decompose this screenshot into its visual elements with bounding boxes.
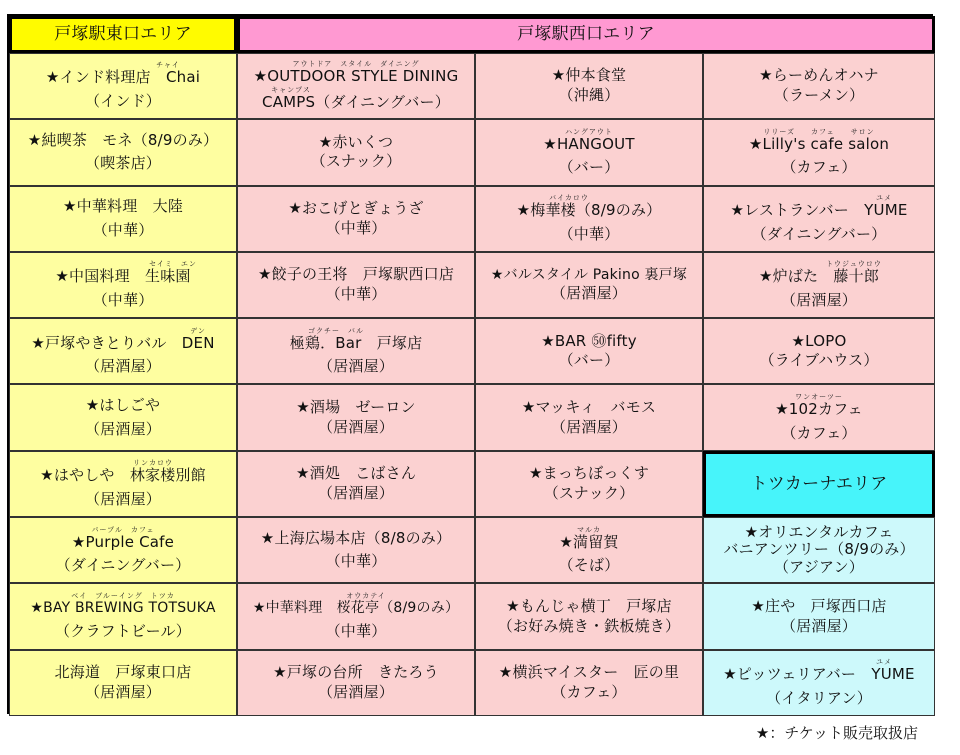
shop-genre: （スナック） (310, 152, 402, 171)
shop-genre: （ライブハウス） (759, 351, 879, 370)
east-shop-5 (9, 318, 237, 384)
shop-ruby: マルカ (577, 525, 601, 534)
shop-genre: （沖縄） (558, 86, 620, 105)
shop-name: ★横浜マイスター 匠の里 (498, 663, 680, 682)
shop-genre: （中華） (325, 621, 387, 640)
east-shop-6 (9, 384, 237, 450)
totsuka-shop-3 (703, 650, 935, 716)
shop-ruby: アウトドア スタイル ダイニング (292, 60, 420, 69)
shop-ruby: トウジュウロウ (826, 260, 882, 269)
west-shop-15 (475, 318, 703, 384)
west-shop-20 (475, 650, 703, 716)
shop-genre: （中華） (92, 220, 154, 239)
east-shop-4 (9, 252, 237, 318)
shop-name: ★HANGOUT (543, 134, 635, 153)
east-shop-8 (9, 517, 237, 583)
shop-name: ★中華料理 大陸 (62, 197, 184, 216)
shop-name: ★純喫茶 モネ（8/9のみ） (27, 130, 219, 149)
west-area-header: 戸塚駅西口エリア (237, 16, 935, 53)
shop-genre: （中華） (92, 291, 154, 310)
shop-genre: （居酒屋） (780, 616, 857, 635)
shop-name: ★BAY BREWING TOTSUKA (30, 600, 216, 617)
shop-genre: （アジアン） (773, 558, 864, 577)
shop-genre: （クラフトビール） (55, 621, 191, 640)
west-shop-3 (237, 186, 475, 252)
shop-genre: CAMPS（ダイニングバー） (262, 93, 450, 112)
shop-genre: （カフェ） (781, 423, 857, 442)
shop-name: ★戸塚の台所 きたろう (273, 663, 439, 682)
shop-name: ★赤いくつ (318, 132, 394, 151)
shop-name: ★仲本食堂 (551, 66, 627, 85)
west-shop-5 (237, 318, 475, 384)
shop-genre: （ラーメン） (773, 86, 865, 105)
shop-name: ★庄や 戸塚西口店 (751, 596, 887, 615)
west-shop-1 (237, 53, 475, 119)
east-shop-1 (9, 53, 237, 119)
shop-name: 極鶏．Bar 戸塚店 (289, 333, 423, 352)
west-shop-13 (475, 186, 703, 252)
shop-name: ★LOPO (791, 331, 847, 350)
west-shop-14 (475, 252, 703, 318)
west-shop-25 (703, 318, 935, 384)
shop-ruby: リンカロウ (133, 459, 173, 468)
shop-name: ★中国料理 生味園 (55, 267, 191, 286)
shop-ruby: ユメ (876, 194, 892, 203)
shop-name: ★Purple Cafe (71, 532, 175, 551)
west-shop-4 (237, 252, 475, 318)
west-shop-17 (475, 451, 703, 517)
shop-name: ★マッキィ バモス (521, 397, 657, 416)
shop-genre: （イタリアン） (766, 688, 872, 707)
shop-ruby: チャイ (156, 61, 180, 70)
shop-genre: （カフェ） (781, 158, 857, 177)
shop-ruby-2: キャンプス (271, 86, 311, 95)
shop-name: ★戸塚やきとりバル DEN (31, 333, 215, 352)
west-shop-18 (475, 517, 703, 583)
totsuka-shop-1 (703, 517, 935, 583)
shop-name: ★炉ばた 藤十郎 (758, 267, 880, 286)
east-shop-10 (9, 650, 237, 716)
shop-name: ★酒場 ゼーロン (296, 397, 416, 416)
shop-ruby: デン (190, 326, 206, 335)
west-shop-2 (237, 119, 475, 185)
shop-genre: （中華） (325, 218, 387, 237)
shop-name: ★もんじゃ横丁 戸塚店 (506, 596, 672, 615)
west-shop-22 (703, 119, 935, 185)
west-shop-23 (703, 186, 935, 252)
shop-name: ★らーめんオハナ (759, 66, 879, 85)
shop-ruby: ユメ (876, 658, 892, 667)
shop-ruby: オウカテイ (346, 592, 386, 601)
shop-genre: （バー） (558, 158, 620, 177)
shop-name: ★餃子の王将 戸塚駅西口店 (257, 265, 455, 284)
shop-genre: （スナック） (543, 483, 635, 502)
totsuka-shop-2 (703, 583, 935, 649)
east-shop-3 (9, 186, 237, 252)
shop-genre: （居酒屋） (317, 682, 394, 701)
restaurant-table (7, 14, 933, 714)
east-area-header: 戸塚駅東口エリア (9, 16, 237, 53)
shop-genre: （バー） (558, 351, 620, 370)
shop-genre: （居酒屋） (84, 419, 161, 438)
shop-name: 北海道 戸塚東口店 (54, 663, 192, 682)
shop-name: ★インド料理店 Chai (45, 68, 201, 87)
shop-ruby: セイミ エン (149, 260, 197, 269)
west-shop-16 (475, 384, 703, 450)
west-shop-12 (475, 119, 703, 185)
west-shop-8 (237, 517, 475, 583)
shop-genre: （中華） (325, 552, 387, 571)
east-shop-9 (9, 583, 237, 649)
shop-ruby: バイカロウ (549, 194, 589, 203)
east-shop-2 (9, 119, 237, 185)
shop-name: ★中華料理 桜花亭（8/9のみ） (252, 600, 460, 617)
shop-ruby: パープル カフェ (91, 525, 155, 534)
west-shop-7 (237, 451, 475, 517)
shop-name: ★まっちぼっくす (528, 464, 650, 483)
shop-name: ★満留賀 (559, 532, 619, 551)
shop-name: ★バルスタイル Pakino 裏戸塚 (490, 266, 688, 283)
shop-genre: （居酒屋） (550, 284, 627, 303)
shop-genre: （ダイニングバー） (751, 224, 887, 243)
shop-name: ★レストランバー YUME (730, 201, 908, 220)
west-shop-6 (237, 384, 475, 450)
shop-genre: （居酒屋） (84, 682, 161, 701)
shop-genre: （喫茶店） (84, 154, 161, 173)
shop-genre: （居酒屋） (317, 357, 394, 376)
shop-name: ★上海広場本店（8/8のみ） (260, 528, 452, 547)
shop-name-line2: バニアンツリー（8/9のみ） (723, 540, 915, 559)
west-shop-24 (703, 252, 935, 318)
shop-name: ★酒処 こばさん (295, 464, 417, 483)
shop-name: ★梅華楼（8/9のみ） (516, 201, 662, 220)
shop-name: ★ピッツェリアバー YUME (723, 665, 915, 684)
shop-genre: （中華） (558, 224, 620, 243)
shop-genre: （居酒屋） (317, 417, 394, 436)
west-shop-11 (475, 53, 703, 119)
shop-name: ★Lilly's cafe salon (748, 134, 890, 153)
west-shop-26 (703, 384, 935, 450)
shop-name: ★BAR ㊿fifty (541, 331, 637, 350)
shop-genre: （居酒屋） (84, 489, 161, 508)
shop-genre: （そば） (558, 556, 620, 575)
shop-genre: （中華） (325, 285, 387, 304)
shop-name: ★はやしや 林家楼別館 (40, 466, 206, 485)
shop-genre: （居酒屋） (780, 291, 857, 310)
west-shop-21 (703, 53, 935, 119)
shop-ruby: リリーズ カフェ サロン (763, 127, 875, 136)
shop-genre: （カフェ） (551, 682, 627, 701)
shop-genre: （お好み焼き・鉄板焼き） (497, 616, 681, 635)
west-shop-19 (475, 583, 703, 649)
west-shop-9 (237, 583, 475, 649)
west-shop-10 (237, 650, 475, 716)
shop-genre: （居酒屋） (84, 357, 161, 376)
ticket-legend: ★：チケット販売取扱店 (755, 724, 918, 742)
shop-name: ★オリエンタルカフェ (744, 522, 894, 541)
shop-genre: （ダイニングバー） (55, 556, 191, 575)
shop-ruby: ゴクチー バル (308, 326, 364, 335)
shop-ruby: ハングアウト (565, 127, 613, 136)
shop-name: ★102カフェ (775, 399, 863, 418)
totsuka-area-header: トツカーナエリア (703, 451, 935, 517)
shop-genre: （居酒屋） (550, 417, 627, 436)
east-shop-7 (9, 451, 237, 517)
shop-name: ★OUTDOOR STYLE DINING (253, 67, 459, 86)
shop-genre: （インド） (84, 92, 161, 111)
shop-name: ★おこげとぎょうざ (288, 199, 424, 218)
shop-ruby: ワンオーツー (795, 392, 843, 401)
shop-name: ★はしごや (85, 395, 161, 414)
shop-ruby: ベイ ブルーイング トツカ (71, 592, 175, 601)
shop-genre: （居酒屋） (317, 483, 394, 502)
